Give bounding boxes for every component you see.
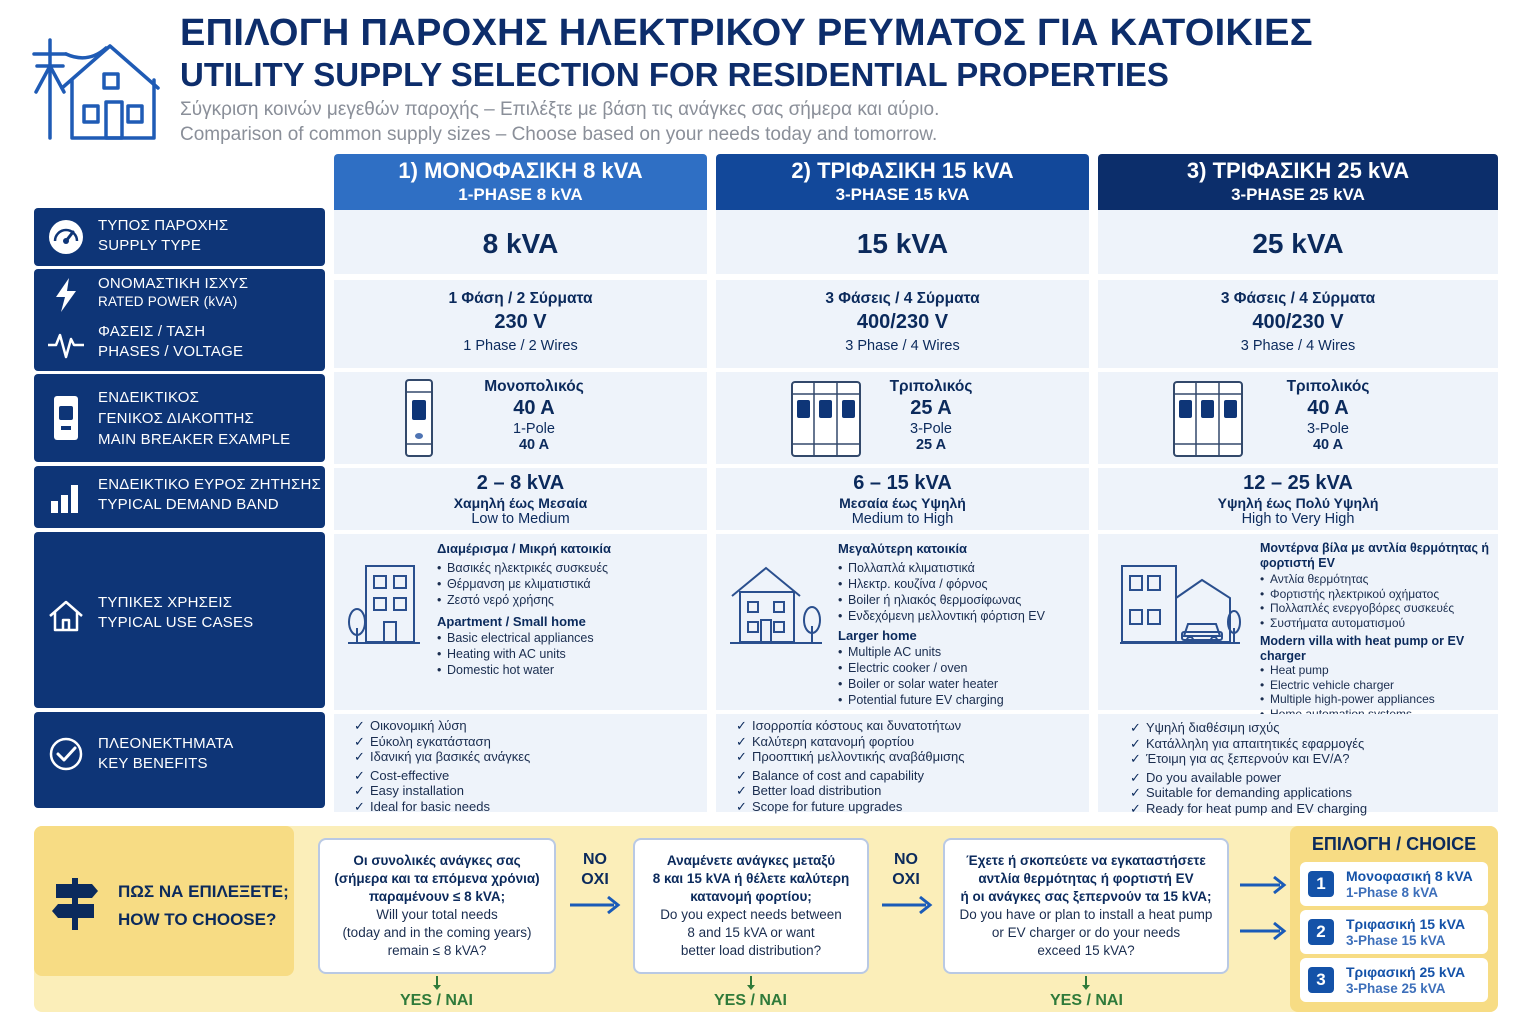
use-case-heading-greek: Μοντέρνα βίλα με αντλία θερμότητας ή φορτιστή EV: [1260, 541, 1490, 570]
demand-range: 12 – 25 kVA: [1243, 472, 1353, 494]
use-case-list: [838, 541, 1088, 708]
use-case-heading-english: Larger home: [838, 628, 917, 643]
list-item: ✓ Ισορροπία κόστους και δυνατοτήτων: [736, 718, 965, 734]
no-text: NO: [583, 851, 607, 868]
cell-phases: [1098, 280, 1498, 368]
row-label-greek-line2: ΓΕΝΙΚΟΣ ΔΙΑΚΟΠΤΗΣ: [98, 410, 254, 427]
demand-greek: Υψηλή έως Πολύ Υψηλή: [1217, 495, 1379, 511]
column-title-english: 3-PHASE 15 kVA: [835, 185, 970, 204]
breaker-type-greek: Μονοπολικός: [484, 378, 584, 395]
demand-range: 2 – 8 kVA: [476, 472, 565, 494]
cell-use-cases: [1098, 534, 1498, 710]
question-english-line: Will your total needs: [376, 907, 498, 922]
apartment-building-icon: [346, 562, 422, 646]
benefits-list: [736, 718, 965, 814]
breaker-rating: 40 A: [513, 397, 555, 419]
row-label-benefits: [34, 712, 325, 808]
row-label-english: RATED POWER (kVA): [98, 294, 238, 309]
arrow-right-icon: [1238, 874, 1288, 896]
yes-label-2: YES / ΝΑΙ: [714, 992, 787, 1009]
arrow-down-icon: [1080, 976, 1092, 992]
list-item: ✓ Cost-effective: [354, 768, 530, 784]
list-item: • Θέρμανση με κλιματιστικά: [437, 576, 705, 592]
cell-demand: [1098, 468, 1498, 530]
cell-benefits: [1098, 714, 1498, 816]
row-label-english: SUPPLY TYPE: [98, 237, 202, 254]
breaker-rating-2: 40 A: [1312, 437, 1344, 453]
list-item: ✓ Balance of cost and capability: [736, 768, 965, 784]
question-english-line: Do you expect needs between: [660, 907, 842, 922]
page-title-english: UTILITY SUPPLY SELECTION FOR RESIDENTIAL PROPERTIES: [180, 56, 1169, 93]
cell-use-cases: [716, 534, 1089, 710]
subtitle-greek: Σύγκριση κοινών μεγεθών παροχής – Επιλέξτε με βάση τις ανάγκες σας σήμερα και αύριο.: [180, 99, 940, 120]
row-label-main-breaker: [34, 374, 325, 462]
question-english-line: remain ≤ 8 kVA?: [387, 943, 487, 958]
cell-breaker: [1098, 372, 1498, 464]
cell-phases: [334, 280, 707, 368]
list-item: • Πολλαπλά κλιματιστικά: [838, 560, 1088, 576]
row-label-demand-band: [34, 466, 325, 528]
sine-wave-icon: [46, 325, 86, 365]
no-label-1: [572, 850, 618, 890]
column-header-3: [1098, 154, 1498, 210]
single-pole-breaker-icon: [404, 378, 434, 458]
list-item: ✓ Better load distribution: [736, 783, 965, 799]
list-item: • Heat pump: [1260, 663, 1492, 678]
cell-demand: [334, 468, 707, 530]
list-item: ✓ Εύκολη εγκατάσταση: [354, 734, 530, 750]
use-case-heading-greek: Διαμέρισμα / Μικρή κατοικία: [437, 541, 612, 556]
choice-number: 3: [1308, 967, 1334, 993]
choice-item-2: [1300, 910, 1488, 954]
three-pole-breaker-icon: [790, 380, 862, 458]
question-greek-line: Αναμένετε ανάγκες μεταξύ: [666, 853, 836, 868]
choice-english: 3-Phase 25 kVA: [1346, 981, 1446, 996]
breaker-rating-2: 40 A: [518, 437, 550, 453]
question-greek-line: ή οι ανάγκες σας ξεπερνούν τα 15 kVA;: [960, 889, 1212, 904]
breaker-rating-2: 25 A: [915, 437, 947, 453]
column-title-greek: 2) ΤΡΙΦΑΣΙΚΗ 15 kVA: [791, 158, 1014, 183]
choice-box: [1290, 826, 1498, 1012]
column-title-greek: 3) ΤΡΙΦΑΣΙΚΗ 25 kVA: [1186, 158, 1410, 183]
how-to-choose-box: [34, 826, 294, 976]
list-item: • Electric cooker / oven: [838, 660, 1088, 676]
arrow-right-icon: [1238, 920, 1288, 942]
row-label-greek: ΦΑΣΕΙΣ / ΤΑΣΗ: [98, 323, 206, 340]
cell-power: [716, 210, 1089, 274]
row-label-greek: ΕΝΔΕΙΚΤΙΚΟΣ: [98, 389, 200, 406]
list-item: • Boiler ή ηλιακός θερμοσίφωνας: [838, 592, 1088, 608]
voltage-value: 400/230 V: [856, 311, 949, 333]
choice-title: ΕΠΙΛΟΓΗ / CHOICE: [1311, 834, 1477, 854]
gauge-icon: [46, 217, 86, 257]
row-label-greek: ΕΝΔΕΙΚΤΙΚΟ ΕΥΡΟΣ ΖΗΤΗΣΗΣ: [98, 476, 322, 493]
row-label-english: KEY BENEFITS: [98, 755, 208, 772]
phases-english: 3 Phase / 4 Wires: [845, 338, 960, 354]
row-label-greek: ΤΥΠΟΣ ΠΑΡΟΧΗΣ: [98, 217, 229, 234]
three-pole-breaker-icon: [1172, 380, 1244, 458]
phases-greek: 3 Φάσεις / 4 Σύρματα: [825, 290, 980, 307]
power-value: 15 kVA: [856, 228, 949, 259]
row-label-use-cases: [34, 532, 325, 708]
list-item: ✓ Ideal for basic needs: [354, 799, 530, 815]
how-label-greek: ΠΩΣ ΝΑ ΕΠΙΛΕΞΕΤΕ;: [118, 882, 289, 901]
cell-phases: [716, 280, 1089, 368]
list-item: ✓ Easy installation: [354, 783, 530, 799]
demand-english: High to Very High: [1241, 511, 1355, 527]
breaker-type-greek: Τριπολικός: [889, 378, 973, 395]
cell-power: [1098, 210, 1498, 274]
benefits-list: [354, 718, 530, 814]
breaker-type-english: 3-Pole: [1307, 421, 1349, 437]
choice-item-1: [1300, 862, 1488, 906]
list-item: • Heating with AC units: [437, 646, 705, 662]
bar-chart-icon: [46, 477, 86, 517]
breaker-type-english: 1-Pole: [513, 421, 555, 437]
question-box-1: [318, 838, 556, 974]
cell-use-cases: [334, 534, 707, 710]
list-item: • Πολλαπλές ενεργοβόρες συσκευές: [1260, 601, 1492, 616]
list-item: ✓ Ιδανική για βασικές ανάγκες: [354, 749, 530, 765]
choice-greek: Μονοφασική 8 kVA: [1346, 868, 1473, 884]
no-text: NO: [894, 851, 918, 868]
benefits-list: [1130, 720, 1367, 816]
list-item: • Φορτιστής ηλεκτρικού οχήματος: [1260, 587, 1492, 602]
use-case-list: [437, 541, 705, 678]
cell-breaker: [334, 372, 707, 464]
phases-english: 1 Phase / 2 Wires: [463, 338, 578, 354]
breaker-rating: 25 A: [910, 397, 952, 419]
list-item: ✓ Scope for future upgrades: [736, 799, 965, 815]
list-item: • Βασικές ηλεκτρικές συσκευές: [437, 560, 705, 576]
question-greek-line: 8 και 15 kVA ή θέλετε καλύτερη: [652, 871, 850, 886]
list-item: • Ζεστό νερό χρήσης: [437, 592, 705, 608]
row-label-english: MAIN BREAKER EXAMPLE: [98, 431, 291, 448]
power-value: 25 kVA: [1252, 228, 1344, 259]
yes-label-1: YES / ΝΑΙ: [400, 992, 473, 1009]
choice-number: 2: [1308, 919, 1334, 945]
choice-greek: Τριφασική 25 kVA: [1346, 964, 1466, 980]
breaker-details: [866, 378, 996, 453]
phases-greek: 3 Φάσεις / 4 Σύρματα: [1220, 290, 1376, 307]
list-item: • Αντλία θερμότητας: [1260, 572, 1492, 587]
demand-greek: Μεσαία έως Υψηλή: [839, 495, 966, 511]
list-item: • Potential future EV charging: [838, 692, 1088, 708]
yes-label-3: YES / ΝΑΙ: [1050, 992, 1123, 1009]
list-item: • Domestic hot water: [437, 662, 705, 678]
oxi-text: ΟΧΙ: [892, 871, 920, 888]
choice-item-3: [1300, 958, 1488, 1002]
choice-english: 1-Phase 8 kVA: [1346, 885, 1439, 900]
phases-greek: 1 Φάση / 2 Σύρματα: [448, 290, 593, 307]
question-box-2: [633, 838, 869, 974]
list-item: • Multiple AC units: [838, 644, 1088, 660]
question-greek-line: παραμένουν ≤ 8 kVA;: [368, 889, 506, 904]
power-value: 8 kVA: [482, 228, 559, 259]
house-icon: [46, 596, 86, 636]
question-greek-line: αντλία θερμότητας ή φορτιστή EV: [978, 871, 1194, 886]
list-item: ✓ Καλύτερη κατανομή φορτίου: [736, 734, 965, 750]
use-case-heading-english: Apartment / Small home: [437, 614, 586, 629]
list-item: • Multiple high-power appliances: [1260, 692, 1492, 707]
breaker-type-greek: Τριπολικός: [1286, 378, 1370, 395]
row-label-greek: ΟΝΟΜΑΣΤΙΚΗ ΙΣΧΥΣ: [98, 275, 249, 292]
list-item: ✓ Κατάλληλη για απαιτητικές εφαρμογές: [1130, 736, 1367, 752]
breaker-details: [1258, 378, 1398, 453]
cell-benefits: [716, 714, 1089, 812]
question-greek-line: Οι συνολικές ανάγκες σας: [353, 853, 521, 868]
list-item: ✓ Do you available power: [1130, 770, 1367, 786]
list-item: ✓ Υψηλή διαθέσιμη ισχύς: [1130, 720, 1367, 736]
demand-english: Low to Medium: [471, 511, 570, 527]
arrow-right-icon: [568, 894, 622, 916]
row-label-english: TYPICAL DEMAND BAND: [98, 496, 279, 513]
list-item: ✓ Προοπτική μελλοντικής αναβάθμισης: [736, 749, 965, 765]
question-english-line: or EV charger or do your needs: [991, 925, 1181, 940]
two-storey-house-icon: [728, 564, 824, 646]
breaker-type-english: 3-Pole: [910, 421, 952, 437]
list-item: ✓ Έτοιμη για ας ξεπερνούν και EV/A?: [1130, 751, 1367, 767]
question-greek-line: κατανομή φορτίου;: [690, 889, 812, 904]
arrow-down-icon: [431, 976, 443, 992]
villa-with-ev-icon: [1118, 562, 1242, 646]
question-greek-line: (σήμερα και τα επόμενα χρόνια): [334, 871, 540, 886]
demand-english: Medium to High: [851, 511, 954, 527]
subtitle-english: Comparison of common supply sizes – Choose based on your needs today and tomorrow.: [180, 124, 938, 145]
check-circle-icon: [46, 734, 86, 774]
question-english-line: better load distribution?: [680, 943, 822, 958]
phases-english: 3 Phase / 4 Wires: [1240, 338, 1356, 354]
question-english-line: exceed 15 kVA?: [1037, 943, 1135, 958]
row-label-greek: ΠΛΕΟΝΕΚΤΗΜΑΤΑ: [98, 735, 234, 752]
use-case-list: [1260, 541, 1492, 721]
question-english-line: Do you have or plan to install a heat pump: [959, 907, 1213, 922]
row-label-greek: ΤΥΠΙΚΕΣ ΧΡΗΣΕΙΣ: [98, 594, 233, 611]
question-greek-line: Έχετε ή σκοπεύετε να εγκαταστήσετε: [966, 853, 1206, 868]
question-english-line: 8 and 15 kVA or want: [687, 925, 815, 940]
list-item: ✓ Οικονομική λύση: [354, 718, 530, 734]
cell-demand: [716, 468, 1089, 530]
column-header-2: [716, 154, 1089, 210]
page-title-greek: ΕΠΙΛΟΓΗ ΠΑΡΟΧΗΣ ΗΛΕΚΤΡΙΚΟΥ ΡΕΥΜΑΤΟΣ ΓΙΑ ΚΑΤΟΙΚΙΕΣ: [180, 12, 1313, 54]
row-label-rated-power: [34, 269, 325, 371]
list-item: ✓ Ready for heat pump and EV charging: [1130, 801, 1367, 817]
oxi-text: ΟΧΙ: [581, 871, 609, 888]
list-item: • Boiler or solar water heater: [838, 676, 1088, 692]
row-label-english: PHASES / VOLTAGE: [98, 343, 244, 360]
breaker-details: [454, 378, 614, 453]
cell-benefits: [334, 714, 707, 812]
demand-range: 6 – 15 kVA: [853, 472, 952, 494]
question-english-line: (today and in the coming years): [342, 925, 532, 940]
arrow-down-icon: [745, 976, 757, 992]
cell-power: [334, 210, 707, 274]
lightning-icon: [46, 275, 86, 315]
column-title-english: 3-PHASE 25 kVA: [1231, 185, 1365, 204]
arrow-right-icon: [880, 894, 934, 916]
breaker-icon: [46, 394, 86, 442]
how-label-english: HOW TO CHOOSE?: [118, 910, 277, 929]
list-item: • Electric vehicle charger: [1260, 678, 1492, 693]
list-item: • Ενδεχόμενη μελλοντική φόρτιση EV: [838, 608, 1088, 624]
list-item: • Ηλεκτρ. κουζίνα / φόρνος: [838, 576, 1088, 592]
use-case-heading-greek: Μεγαλύτερη κατοικία: [838, 541, 968, 556]
choice-greek: Τριφασική 15 kVA: [1346, 916, 1466, 932]
no-label-2: [883, 850, 929, 890]
question-box-3: [943, 838, 1229, 974]
signpost-icon: [50, 876, 100, 932]
breaker-rating: 40 A: [1307, 397, 1349, 419]
column-header-1: [334, 154, 707, 210]
voltage-value: 230 V: [494, 311, 547, 333]
use-case-heading-english: Modern villa with heat pump or EV charger: [1260, 634, 1465, 663]
house-power-logo-icon: [28, 36, 162, 142]
list-item: • Συστήματα αυτοματισμού: [1260, 616, 1492, 631]
cell-breaker: [716, 372, 1089, 464]
row-label-english: TYPICAL USE CASES: [98, 614, 254, 631]
row-label-supply-type: [34, 208, 325, 266]
choice-english: 3-Phase 15 kVA: [1346, 933, 1446, 948]
list-item: ✓ Suitable for demanding applications: [1130, 785, 1367, 801]
demand-greek: Χαμηλή έως Μεσαία: [453, 495, 588, 511]
voltage-value: 400/230 V: [1252, 311, 1344, 333]
list-item: • Basic electrical appliances: [437, 630, 705, 646]
choice-number: 1: [1308, 871, 1334, 897]
column-title-english: 1-PHASE 8 kVA: [458, 185, 583, 204]
column-title-greek: 1) ΜΟΝΟΦΑΣΙΚΗ 8 kVA: [398, 158, 643, 183]
